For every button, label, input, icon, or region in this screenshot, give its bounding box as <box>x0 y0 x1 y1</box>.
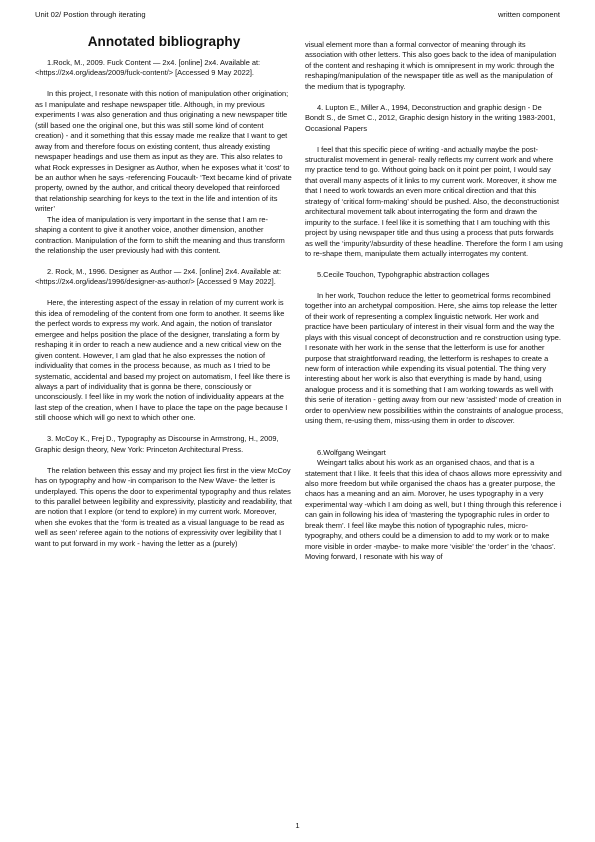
left-column <box>35 34 293 549</box>
reference-1: 1.Rock, M., 2009. Fuck Content — 2x4. [online] 2x4. Available at: <https://2x4.org/ideas/2009/fuck-content/> [Accessed 9 May 2022]. <box>35 58 261 78</box>
reference-3: 3. McCoy K., Frej D., Typography as Discourse in Armstrong, H., 2009, Graphic design theory, New York: Princeton Architectural Press. <box>35 434 279 454</box>
unit-label: Unit 02/ Postion through iterating <box>35 10 146 19</box>
reference-5: 5.Cecile Touchon, Typohgraphic abstraction collages <box>317 269 490 279</box>
annotation-5-emphasis: discover. <box>485 416 516 426</box>
page-header <box>35 10 560 22</box>
annotation-2: Here, the interesting aspect of the essay in relation of my current work is this idea of remodeling of the content from one form to another. It seems like the perfect words to express my work. And again, the notion of translator emergee and helps position the place of the designer, translating a form by reshaping it in order to reach a new audience and a new critical view on the given content. However, I am glad that he also expresses the notion of individuality that comes in the process because, as much as I tried to be systematic, accidental and based my project on automatism, I feel like there is always a part of individuality that is gonna be there, consciously or unconsciously. I feel like in my work the notion of individuality appears at the last step of the creation, when I have to place the tape on the page because I still choose which will go next to which other one. <box>35 298 291 423</box>
annotation-1a: In this project, I resonate with this notion of manipulation other origination; as I manipulate and reshape newspaper title. Although, in my previous experiments I was also generation and thus originating a new newspaper title (still based one the original one, but this was still some kind of content creation) - and it something that this essay made me realize that I want to get away from and therefore focus on existing content, thus already existing newspaper headings and use them as input as they are. This also relates to what Rock expresses in Designer as Author, when he exposes what it ‘cost’ to be an author when he says -referencing Foucault- ‘Text became kind of private property, owned by the author, and critical theory developed that reinforced that relationship searching for keys to the text in the life and intention of its writer’ <box>35 89 292 214</box>
page-title: Annotated bibliography <box>87 34 241 49</box>
right-column <box>305 40 563 563</box>
page-number: 1 <box>295 821 300 830</box>
annotation-4: I feel that this specific piece of writing -and actually maybe the post-structuralist movement in general- really reflects my current work and where my practice tend to go. Without going back on it point per point, I would say that overall many aspects of it links to my current work. Moreover, it show me that I need to work towards an even more critical direction and that this strategy of ‘critical form-making’ should be pushed. Also, the deconstructionist architectural movement talk about interrogating the form and drawn the impurity to the surface. I feel like it is something that I am touching with this project by using newspaper title and thus using a process that puts forwards as well the ‘impurity’/absurdity of these headline. Therefore the form I am using to re-shape them, manipulate them actually interrogates my content. <box>305 144 563 259</box>
annotation-3: The relation between this essay and my project lies first in the view McCoy has on typography and how -in comparison to the New Wave- the letter is underplayed. This opens the door to experimental typography and thus relates to this parallel between legibility and expressivity, plasticity and readability, that are notion that I explore (or tend to explore) in my current work. Moreover, when she evokes that the ‘form is treated as a visual language to be read as well as seen’ referee again to the notions of expressivity over legibility that I want to put forward in my work - having the letter as a (purely) <box>35 465 292 548</box>
annotation-1b: The idea of manipulation is very important in the sense that I am re-shaping a content to give it another voice, another dimension, another contraction. Manipulation of the form to shift the meaning and thus transform the relationship the user previously had with this content. <box>35 214 285 256</box>
reference-6: 6.Wolfgang Weingart <box>317 447 386 457</box>
reference-4: 4. Lupton E., Miller A., 1994, Deconstruction and graphic design - De Bondt S., de Smet C., 2012, Graphic design history in the writing 1983-2001, Occasional Papers <box>305 102 556 133</box>
annotation-3-continued: visual element more than a formal convector of meaning through its association with other letters. This also goes back to the idea of manipulation of the content and reshaping it which is omnipresent in my work: through the reshaping/manipulation of the newspaper title as well as the manipulation of the medium that is typography. <box>305 40 557 91</box>
annotation-6: Weingart talks about his work as an organised chaos, and that is a statement that I like. It feels that this idea of chaos allows more epressivity and also more freedom but while organised the chaos has a greater purpose, the chaos has a meaning and an aim. Morover, he uses typography in a very experimental way -which I am doing as well, but I thing through this reference i can gain in following his idea of ‘mastering the typographic rules in order to break them’. I feel like maybe this notion of typographic rules, micro-typography, and others could be a dimension to add to my work or to make more visible in order -maybe- to make more ‘visible’ the ‘order’ in the ‘chaos’. Moving forward, I resonate with his way of <box>305 458 562 562</box>
reference-2: 2. Rock, M., 1996. Designer as Author — 2x4. [online] 2x4. Available at: <https://2x4.org/ideas/1996/designer-as-author/> [Accessed 9 May 2022]. <box>35 267 282 287</box>
annotation-5-text: In her work, Touchon reduce the letter to geometrical forms recombined together into an archetypal composition. Here, she aims top release the letter of their work of representing a complex linguistic network. Her work and practice have been particulary of interest in their visual form and the way the plays with this visual concept of deconstruction and re construction using type. I resonate with her work in the sense that the letterform is use for another purpose that straightforward reading, the letterform is reshapes to create a new form of interaction while expending its visual potential. The thing very interesting about her work is also that everything is made by hand, using analogue process and it is something that I am working towards as well with this serie of iteration - getting away from our new ‘assisted’ mode of creation in order to open/view new possibilities within the constraints of analogue process, using them, re-using them, miss-using them in order to <box>305 290 563 426</box>
section-label: written component <box>497 10 560 19</box>
annotation-5 <box>305 291 563 427</box>
